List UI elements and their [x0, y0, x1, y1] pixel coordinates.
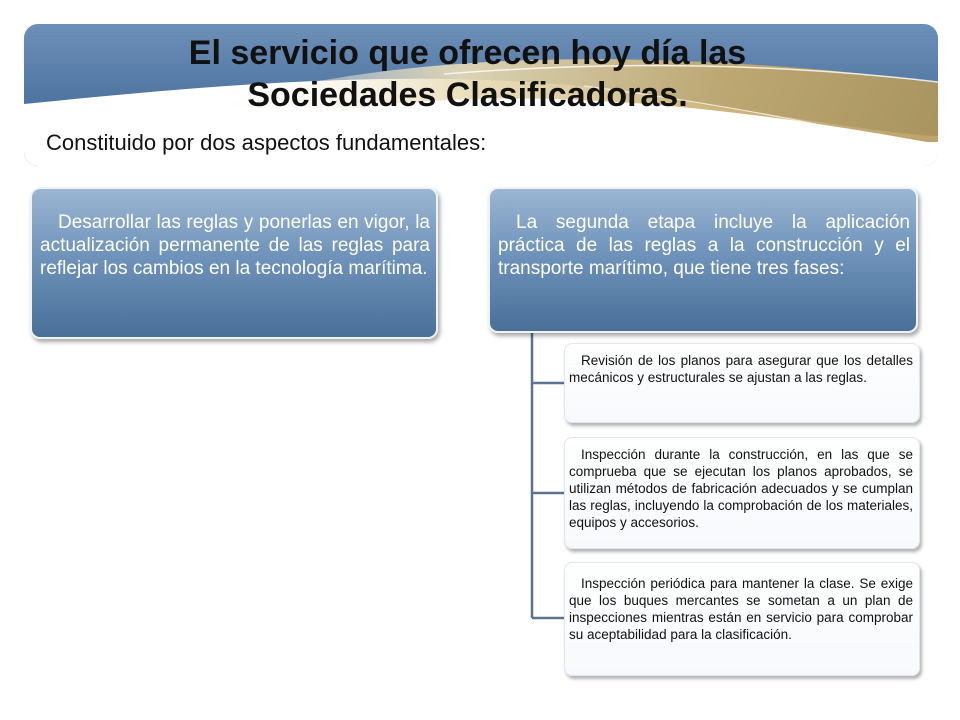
aspect-box-application: La segunda etapa incluye la aplicación práctica de las reglas a la construcción y el transporte marítimo, que tiene tres fases:	[488, 187, 918, 333]
slide-title: El servicio que ofrecen hoy día las Sociedades Clasificadoras.	[188, 34, 747, 114]
aspect-box-rules: Desarrollar las reglas y ponerlas en vigor, la actualización permanente de las reglas para reflejar los cambios en la tecnología marítima.	[30, 187, 438, 339]
slide-subtitle: Constituido por dos aspectos fundamentales:	[46, 130, 487, 155]
phase-box-plan-review: Revisión de los planos para asegurar que los detalles mecánicos y estructurales se ajustan a las reglas.	[564, 343, 920, 423]
phase-box-periodic-inspection: Inspección periódica para mantener la clase. Se exige que los buques mercantes se sometan a un plan de inspecciones mientras están en servicio para comprobar su aceptabilidad para la clasificación.	[564, 562, 920, 676]
phase-box-construction-inspection: Inspección durante la construcción, en las que se comprueba que se ejecutan los planos aprobados, se utilizan métodos de fabricación adecuados y se cumplan las reglas, incluyendo la comprobación de los materiales, equipos y accesorios.	[564, 437, 920, 549]
